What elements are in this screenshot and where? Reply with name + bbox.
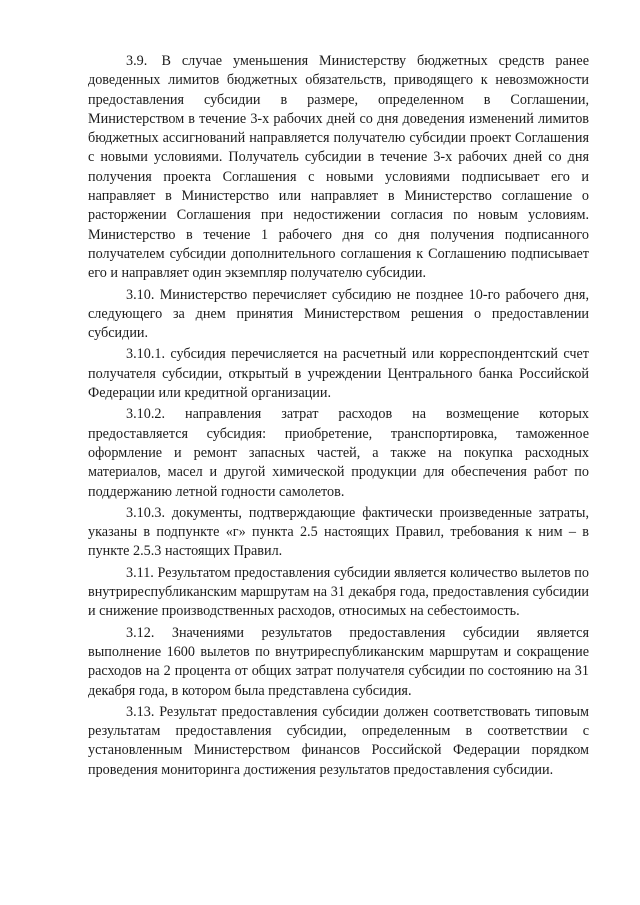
document-body <box>88 52 589 782</box>
paragraph-3-10-1: 3.10.1. субсидия перечисляется на расчетный или корреспондентский счет получателя субсидии, открытый в учреждении Центрального банка Российской Федерации или кредитной организации. <box>88 346 589 402</box>
paragraph-3-11: 3.11. Результатом предоставления субсидии является количество вылетов по внутриреспубликанским маршрутам на 31 декабря года, предоставления субсидии и снижение производственных расходов, относимых на себестоимость. <box>88 564 589 620</box>
paragraph-3-13: 3.13. Результат предоставления субсидии должен соответствовать типовым результатам предоставления субсидии, определенным в соответствии с установленным Министерством финансов Российской Федерации порядком проведения мониторинга достижения результатов предоставления субсидии. <box>88 703 589 778</box>
paragraph-3-9: 3.9. В случае уменьшения Министерству бюджетных средств ранее доведенных лимитов бюджетных обязательств, приводящего к невозможности предоставления субсидии в размере, определенном в Соглашении, Министерством в течение 3-х рабочих дней со дня доведения изменений лимитов бюджетных ассигнований направляется получателю субсидии проект Соглашения с новыми условиями. Получатель субсидии в течение 3-х рабочих дней со дня получения проекта Соглашения с новыми условиями подписывает его и направляет в Министерство или направляет в Министерство соглашение о расторжении Соглашения при недостижении согласия по новым условиям. Министерство в течение 1 рабочего дня со дня получения подписанного получателем субсидии дополнительного соглашения к Соглашению подписывает его и направляет один экземпляр получателю субсидии. <box>88 53 589 282</box>
paragraph-3-10-3: 3.10.3. документы, подтверждающие фактически произведенные затраты, указаны в подпункте «г» пункта 2.5 настоящих Правил, требования к ним – в пункте 2.5.3 настоящих Правил. <box>88 504 589 560</box>
paragraph-3-10: 3.10. Министерство перечисляет субсидию не позднее 10-го рабочего дня, следующего за днем принятия Министерством решения о предоставлении субсидии. <box>88 286 589 342</box>
paragraph-3-10-2: 3.10.2. направления затрат расходов на возмещение которых предоставляется субсидия: приобретение, транспортировка, таможенное оформление и ремонт запасных частей, а также на покупка расходных материалов, масел и другой химической продукции для обеспечения работ по поддержанию летной годности самолетов. <box>88 406 589 500</box>
paragraph-3-12: 3.12. Значениями результатов предоставления субсидии является выполнение 1600 вылетов по внутриреспубликанским маршрутам и сокращение расходов на 2 процента от общих затрат получателя субсидии по состоянию на 31 декабря года, в котором была представлена субсидия. <box>88 624 589 699</box>
